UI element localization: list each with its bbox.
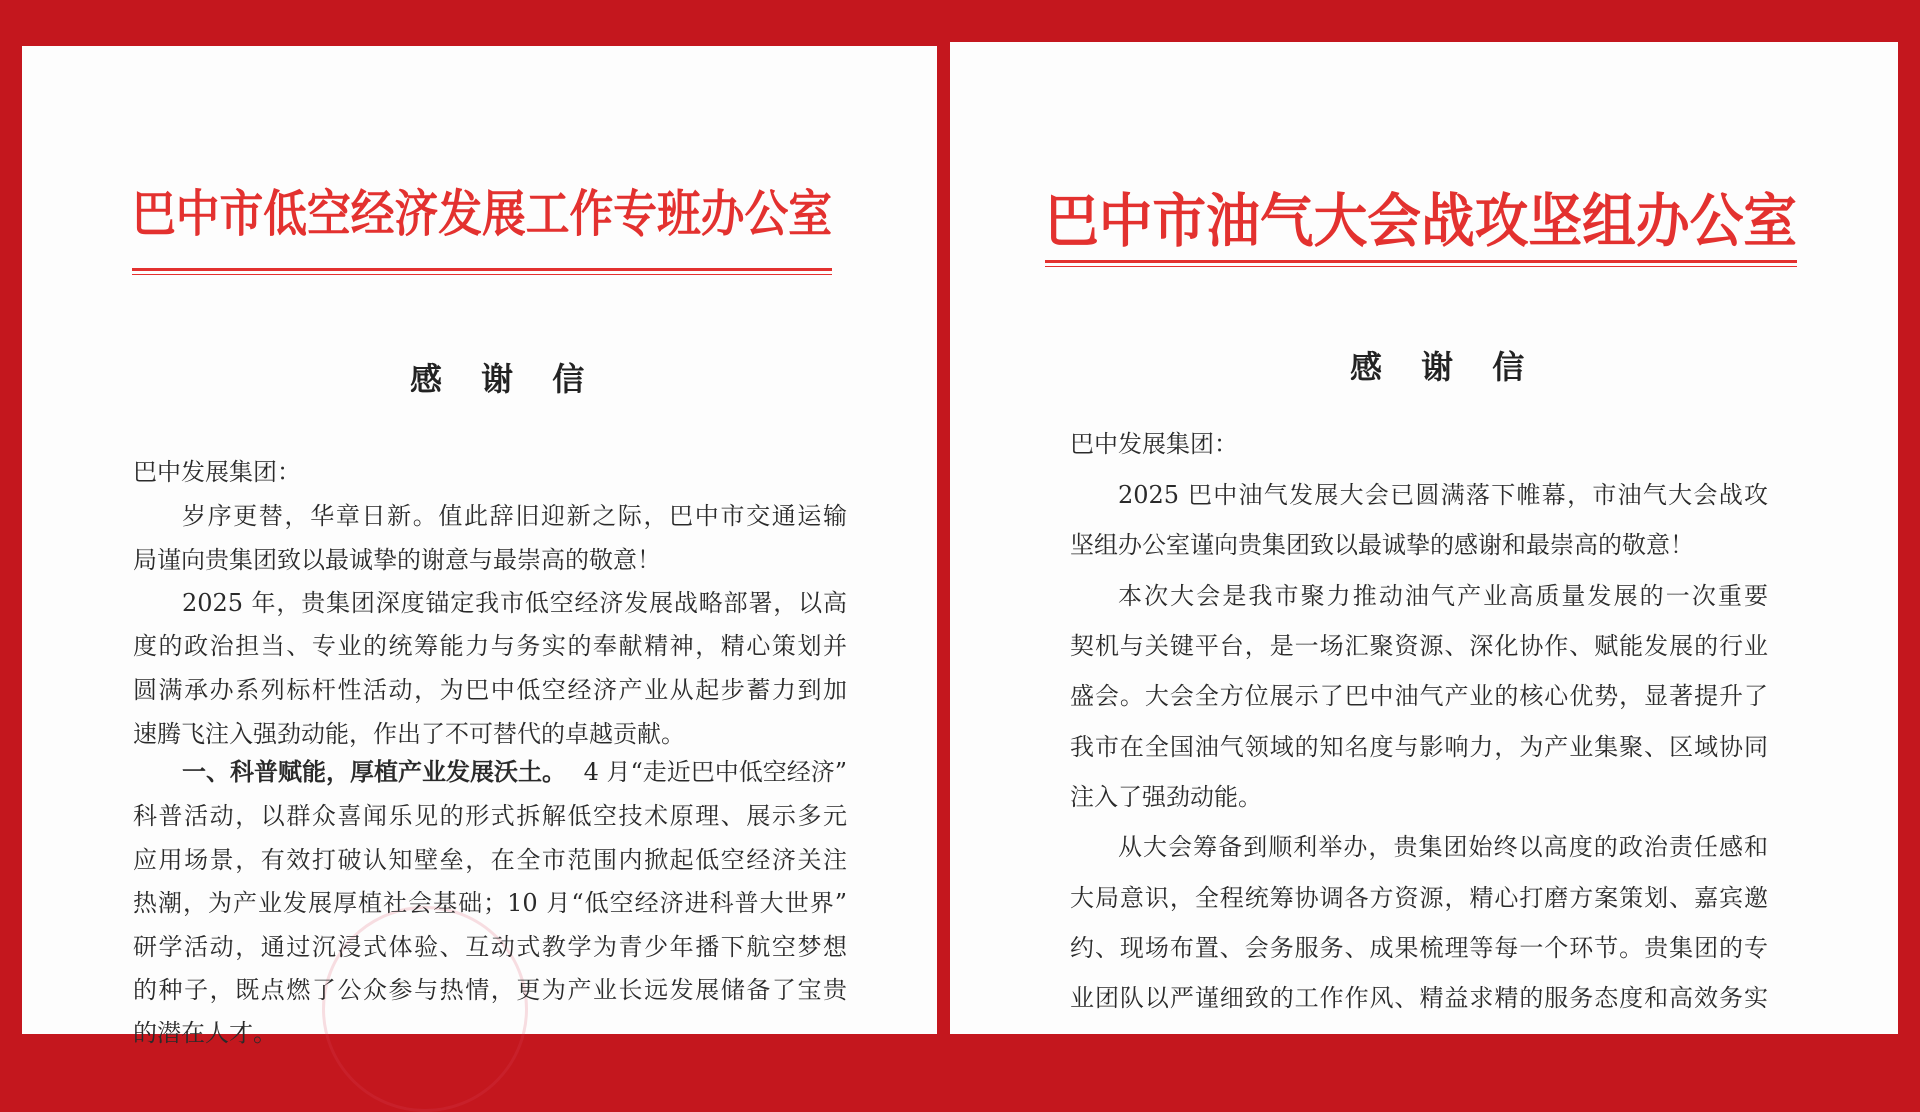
body-line: 岁序更替，华章日新。值此辞旧迎新之际，巴中市交通运输 xyxy=(182,502,847,530)
body-line: 契机与关键平台，是一场汇聚资源、深化协作、赋能发展的行业 xyxy=(1070,632,1768,660)
body-line: 应用场景，有效打破认知壁垒，在全市范围内掀起低空经济关注 xyxy=(133,846,847,874)
body-line: 盛会。大会全方位展示了巴中油气产业的核心优势，显著提升了 xyxy=(1070,682,1768,710)
letterhead-rule xyxy=(1045,260,1797,267)
body-line: 科普活动，以群众喜闻乐见的形式拆解低空技术原理、展示多元 xyxy=(133,802,847,830)
body-line: 研学活动，通过沉浸式体验、互动式教学为青少年播下航空梦想 xyxy=(133,933,847,961)
body-line: 的种子，既点燃了公众参与热情，更为产业长远发展储备了宝贵 xyxy=(133,976,847,1004)
body-line: 坚组办公室谨向贵集团致以最诚挚的感谢和最崇高的敬意！ xyxy=(1070,531,1694,559)
body-line: 注入了强劲动能。 xyxy=(1070,783,1262,811)
body-line: 大局意识，全程统筹协调各方资源，精心打磨方案策划、嘉宾邀 xyxy=(1070,884,1768,912)
body-line: 本次大会是我市聚力推动油气产业高质量发展的一次重要 xyxy=(1118,582,1768,610)
letterhead-rule xyxy=(132,268,832,275)
body-line: 从大会筹备到顺利举办，贵集团始终以高度的政治责任感和 xyxy=(1118,833,1768,861)
letterhead-title: 巴中市油气大会战攻坚组办公室 xyxy=(1045,187,1798,255)
body-text: 4 月“走近巴中低空经济” xyxy=(583,758,847,786)
body-line: 局谨向贵集团致以最诚挚的谢意与最崇高的敬意！ xyxy=(133,546,661,574)
right-letter-page xyxy=(950,42,1898,1034)
letterhead-title: 巴中市低空经济发展工作专班办公室 xyxy=(132,184,832,243)
letter-title: 感 谢 信 xyxy=(410,360,599,398)
body-line xyxy=(182,752,847,787)
letter-title: 感 谢 信 xyxy=(1350,348,1539,386)
body-line: 我市在全国油气领域的知名度与影响力，为产业集聚、区域协同 xyxy=(1070,733,1768,761)
body-line: 2025 巴中油气发展大会已圆满落下帷幕，市油气大会战攻 xyxy=(1118,481,1768,509)
body-line: 圆满承办系列标杆性活动，为巴中低空经济产业从起步蓄力到加 xyxy=(133,676,847,704)
body-line: 约、现场布置、会务服务、成果梳理等每一个环节。贵集团的专 xyxy=(1070,934,1768,962)
body-line: 热潮，为产业发展厚植社会基础；10 月“低空经济进科普大世界” xyxy=(133,889,847,917)
body-line: 速腾飞注入强劲动能，作出了不可替代的卓越贡献。 xyxy=(133,720,685,748)
body-line: 业团队以严谨细致的工作作风、精益求精的服务态度和高效务实 xyxy=(1070,984,1768,1012)
body-line: 度的政治担当、专业的统筹能力与务实的奉献精神，精心策划并 xyxy=(133,632,847,660)
section-heading: 一、科普赋能，厚植产业发展沃土。 xyxy=(182,757,566,786)
salutation: 巴中发展集团： xyxy=(133,458,301,486)
body-line: 的潜在人才。 xyxy=(133,1019,277,1047)
body-line: 2025 年，贵集团深度锚定我市低空经济发展战略部署，以高 xyxy=(182,589,847,617)
left-letter-page xyxy=(22,46,937,1047)
salutation: 巴中发展集团： xyxy=(1070,430,1238,458)
